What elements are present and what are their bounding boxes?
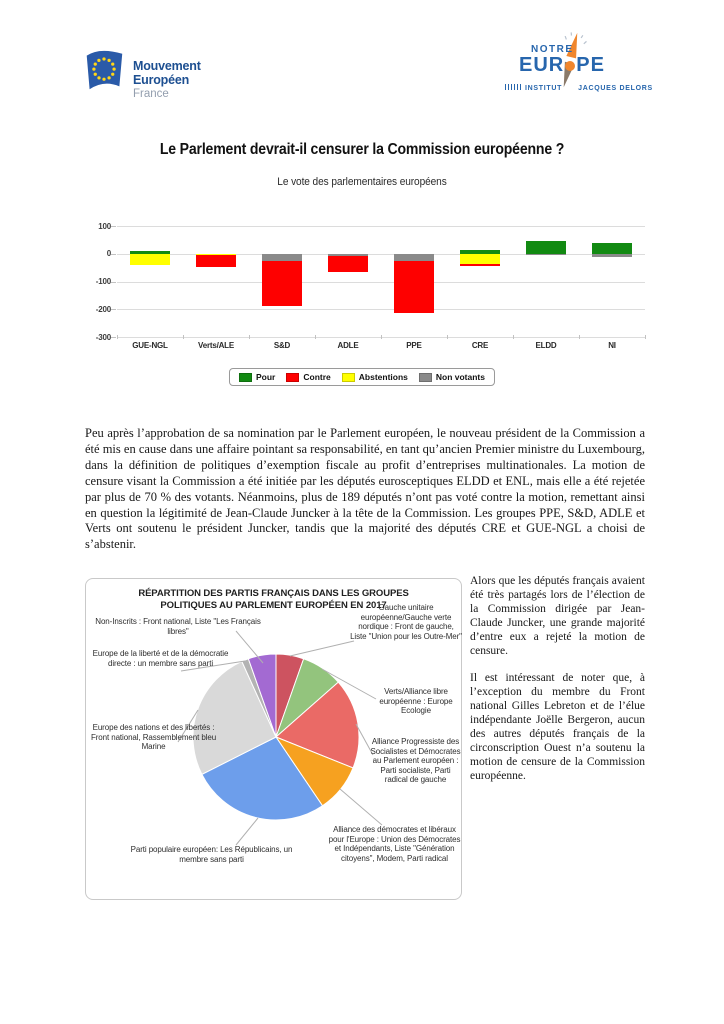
logo-line-3: France [133, 88, 169, 100]
x-category-label: GUE-NGL [132, 341, 168, 350]
y-axis-tick [111, 309, 116, 310]
x-axis-tick [183, 335, 184, 339]
y-axis-label: -200 [95, 304, 111, 314]
pie-chart-title: RÉPARTITION DES PARTIS FRANÇAIS DANS LES GROUPES POLITIQUES AU PARLEMENT EUROPÉEN EN 2017 [138, 588, 409, 611]
y-axis-tick [111, 254, 116, 255]
bar-segment-pour [592, 243, 632, 254]
x-axis-tick [579, 335, 580, 339]
pie-leader-line [340, 789, 382, 825]
legend-label-abstentions: Abstentions [358, 372, 408, 382]
legend-label-non-votants: Non votants [435, 372, 486, 382]
logo-institut: INSTITUT [525, 85, 563, 92]
legend-item-contre [286, 372, 330, 382]
pie-label-enl: Europe des nations et des libertés : Front national, Rassemblement bleu Marine [90, 723, 217, 751]
bar-segment-non-votants [262, 254, 302, 261]
logo-institut-line [505, 84, 653, 92]
logo-notre-text: NOTRE [531, 44, 574, 55]
body-paragraph: Peu après l’approbation de sa nomination par le Parlement européen, le nouveau président de la Commission a été mis en cause dans une affaire pointant sa responsabilité, en tant qu’ancien Premier ministre du Luxembourg, dans la définition de politiques d’exemption fiscale au profit d’entreprises multinationales. La motion de censure visant la Commission a été initiée par les députés eurosceptiques ELDD et ENL, mais elle a été rejetée par plus de 70 % des votants. Néanmoins, plus de 189 députés n’ont pas voté contre la motion, remettant ainsi en question la légitimité de Jean-Claude Juncker à la tête de la Commission. Les groupes PPE, S&D, ADLE et Verts ont soutenu le président Juncker, tandis que la majorité des députés CRE et GUE-NGL a choisi de s’abstenir. [85, 426, 645, 552]
chart-legend [229, 368, 495, 386]
logo-line-2: Européen [133, 73, 190, 87]
pie-chart-panel [85, 578, 462, 900]
pie-label-non-inscrits: Non-Inscrits : Front national, Liste "Les Français libres" [95, 617, 261, 636]
pie-leader-line [290, 641, 354, 656]
x-category-label: CRE [471, 341, 489, 350]
y-axis-label: -300 [95, 332, 111, 342]
bar-segment-pour [526, 241, 566, 253]
bar-segment-non-votants [592, 254, 632, 258]
side-column [470, 574, 645, 796]
eu-flag-icon [80, 42, 128, 102]
legend-swatch-contre [286, 373, 299, 382]
pie-label-ppe: Parti populaire européen: Les Républicains, un membre sans parti [130, 845, 293, 864]
side-paragraph-2: Il est intéressant de noter que, à l’exception du membre du Front national Gilles Lebreton et de l’élue indépendante Joëlle Bergeron, aucun des autres députés français de la circonscription Ouest n’a soutenu la motion de censure de la Commission européenne. [470, 672, 645, 782]
side-paragraph-1: Alors que les députés français avaient été très partagés lors de l’élection de la Commission dirigée par Jean-Claude Juncker, une grande majorité d’entre eux a rejeté la motion de censure. [470, 575, 645, 657]
chart-gridline [117, 309, 645, 310]
legend-label-pour: Pour [255, 372, 276, 382]
chart-gridline [117, 226, 645, 227]
x-category-label: ADLE [337, 341, 359, 350]
logo-pe: PE [576, 54, 605, 76]
x-axis-tick [249, 335, 250, 339]
y-axis-tick [111, 282, 116, 283]
legend-label-contre: Contre [303, 372, 331, 382]
pie-label-verts: Verts/Alliance libre européenne : Europe Ecologie [379, 687, 453, 715]
logo-jacques-delors: JACQUES DELORS [578, 85, 653, 92]
legend-item-pour [239, 372, 275, 382]
stripe-marks-icon [505, 84, 522, 90]
pie-label-adle: Alliance des démocrates et libéraux pour l'Europe : Union des Démocrates et Indépendants, Liste "Génération citoyens", Modem, Parti radical [328, 825, 461, 863]
legend-item-non-votants [419, 372, 485, 382]
y-axis-label: 100 [98, 221, 111, 231]
notre-europe-logo [505, 36, 665, 106]
page-title: Le Parlement devrait-il censurer la Commission européenne ? [159, 141, 565, 158]
bar-segment-contre [196, 255, 236, 266]
vote-bar-chart [85, 218, 645, 360]
bar-segment-contre [328, 256, 368, 272]
pie-leader-line [236, 818, 258, 845]
page-subtitle: Le vote des parlementaires européens [277, 176, 447, 188]
y-axis-label: -100 [95, 277, 111, 286]
chart-gridline [117, 282, 645, 283]
pie-label-eldd: Europe de la liberté et de la démocratie directe : un membre sans parti [92, 649, 229, 668]
mouvement-europeen-logo [80, 42, 290, 106]
logo-europe-text [519, 54, 605, 77]
bar-segment-abstentions [130, 254, 170, 265]
logo-line-1: Mouvement [133, 59, 201, 73]
x-category-label: Verts/ALE [198, 341, 234, 350]
legend-swatch-pour [239, 373, 252, 382]
x-axis-tick [447, 335, 448, 339]
bar-segment-non-votants [394, 254, 434, 261]
legend-swatch-abstentions [342, 373, 355, 382]
legend-swatch-non-votants [419, 373, 432, 382]
x-category-label: ELDD [535, 341, 557, 350]
bar-segment-contre [394, 261, 434, 314]
legend-item-abstentions [342, 372, 408, 382]
bar-segment-contre [460, 264, 500, 266]
bar-segment-abstentions [460, 254, 500, 265]
x-category-label: PPE [406, 341, 422, 350]
x-category-label: NI [608, 341, 616, 350]
y-axis-label: 0 [106, 249, 111, 259]
x-axis-tick [117, 335, 118, 339]
x-axis-tick [315, 335, 316, 339]
y-axis-tick [111, 226, 116, 227]
compass-dot-icon [565, 61, 575, 71]
x-category-label: S&D [273, 341, 291, 350]
logo-eur: EUR [519, 54, 565, 76]
pie-label-sd: Alliance Progressiste des Socialistes et Démocrates au Parlement européen : Parti socialiste, Parti radical de gauche [370, 737, 461, 784]
y-axis-tick [111, 337, 116, 338]
x-axis-tick [513, 335, 514, 339]
x-axis-tick [645, 335, 646, 339]
bar-segment-contre [262, 261, 302, 307]
x-axis-tick [381, 335, 382, 339]
bar-segment-non-votants [526, 254, 566, 255]
pie-label-gue: Gauche unitaire européenne/Gauche verte nordique : Front de gauche, Liste "Union pour les Outre-Mer" [350, 603, 462, 641]
